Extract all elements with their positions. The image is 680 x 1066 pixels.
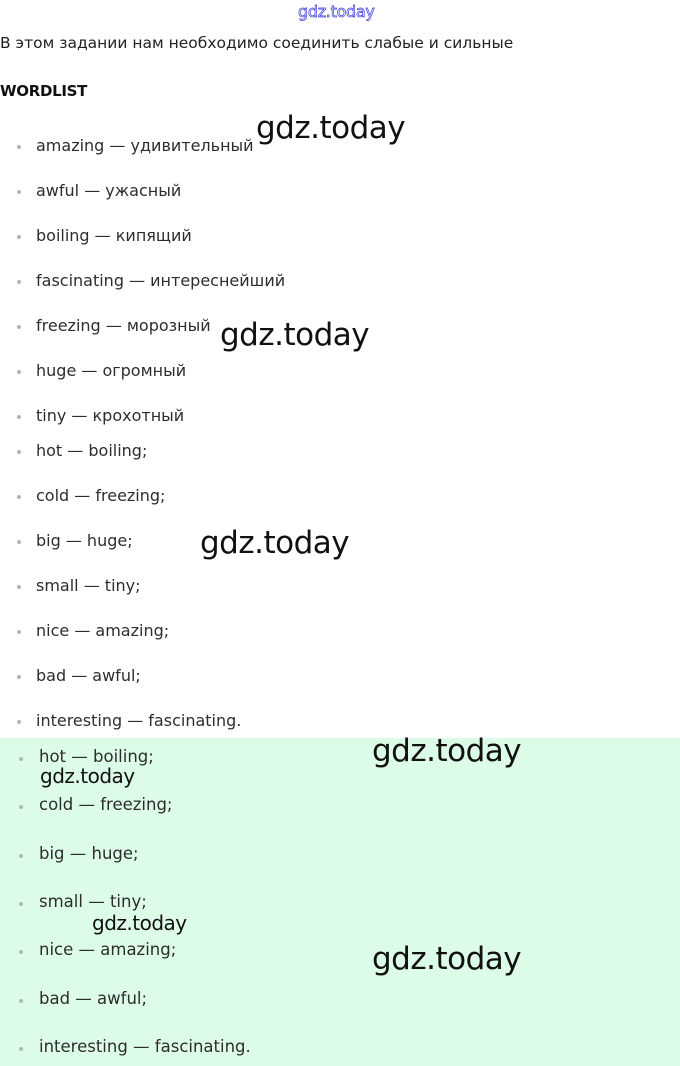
watermark: gdz.today bbox=[372, 733, 522, 769]
top-watermark: gdz.today bbox=[298, 2, 375, 21]
bullet-icon bbox=[17, 450, 21, 454]
bullet-icon bbox=[19, 854, 23, 858]
bullet-icon bbox=[17, 540, 21, 544]
bullet-icon bbox=[17, 235, 21, 239]
watermark: gdz.today bbox=[92, 911, 187, 935]
bullet-icon bbox=[17, 190, 21, 194]
watermark: gdz.today bbox=[220, 317, 370, 353]
bullet-icon bbox=[17, 630, 21, 634]
bullet-icon bbox=[19, 757, 23, 761]
bullet-icon bbox=[17, 145, 21, 149]
watermark: gdz.today bbox=[256, 110, 406, 146]
watermark: gdz.today bbox=[200, 525, 350, 561]
bullet-icon bbox=[17, 325, 21, 329]
bullet-icon bbox=[17, 370, 21, 374]
bullet-icon bbox=[17, 280, 21, 284]
bullet-icon bbox=[19, 950, 23, 954]
intro-text: В этом задании нам необходимо соединить слабые и сильные bbox=[0, 34, 514, 52]
bullet-icon bbox=[17, 675, 21, 679]
bullet-icon bbox=[19, 902, 23, 906]
bullet-icon bbox=[19, 805, 23, 809]
bullet-icon bbox=[19, 1047, 23, 1051]
bullet-icon bbox=[17, 495, 21, 499]
watermark: gdz.today bbox=[372, 941, 522, 977]
watermark: gdz.today bbox=[40, 764, 135, 788]
bullet-icon bbox=[17, 415, 21, 419]
wordlist-heading: WORDLIST bbox=[0, 82, 88, 100]
bullet-icon bbox=[17, 585, 21, 589]
bullet-icon bbox=[19, 999, 23, 1003]
bullet-icon bbox=[17, 720, 21, 724]
